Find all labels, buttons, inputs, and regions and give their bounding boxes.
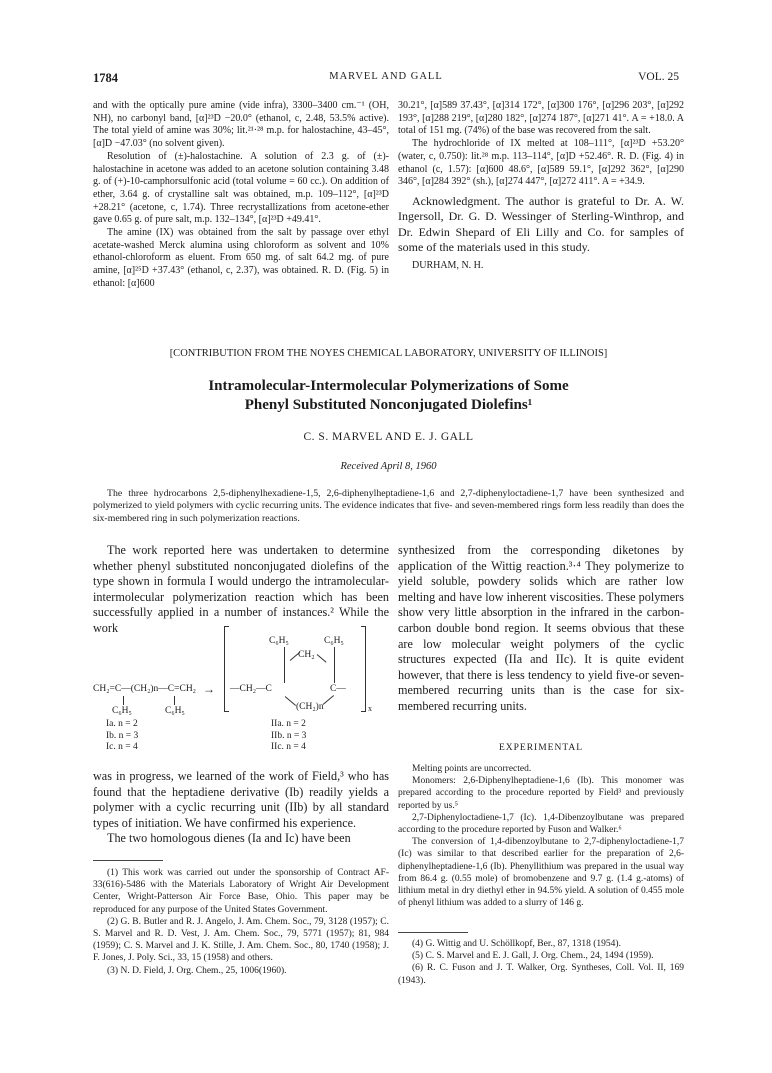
intro-left-top: The work reported here was undertaken to determine whether phenyl substituted nonconjugated diolefins of the type shown in formula I would undergo the intramolecular-intermolecular polymerization reaction which has been successfully applied in a number of instances.² While the work — [93, 543, 389, 635]
footnote: (3) N. D. Field, J. Org. Chem., 25, 1006(1960). — [107, 965, 287, 976]
compound-label: Ia. n = 2 — [106, 719, 138, 729]
polymer-labels — [271, 719, 306, 754]
body-paragraph: was in progress, we learned of the work of Field,³ who has found that the heptadiene derivative (Ib) readily yields a polymer with a cyclic recurring unit (IIb) by all standard types of initiation. We have confirmed his experience. — [93, 769, 389, 830]
bond-line — [284, 647, 285, 683]
compound-label: IIb. n = 3 — [271, 730, 307, 741]
compound-label: IIa. n = 2 — [271, 719, 306, 729]
compound-label: IIc. n = 4 — [271, 742, 306, 752]
polymer-backbone: —CH₂—C — [230, 684, 272, 694]
body-paragraph: The two homologous dienes (Ia and Ic) have been — [107, 831, 351, 846]
prev-article-left-column — [93, 100, 389, 291]
abstract: The three hydrocarbons 2,5-diphenylhexadiene-1,5, 2,6-diphenylheptadiene-1,6 and 2,7-diphenyloctadiene-1,7 have been synthesized and polymerized to yield polymers with cyclic recurring units. The evidence indicates that five- and seven-membered rings form less readily than does the six-membered ring in such polymerization reactions. — [93, 488, 684, 524]
experimental-heading: EXPERIMENTAL — [498, 743, 584, 753]
monomer-formula: CH₂=C—(CH₂)n—C=CH₂ — [93, 684, 196, 694]
prev-paragraph: The hydrochloride of IX melted at 108–111°, [α]²³D +53.20° (water, c, 0.750): lit.²⁸ m.p. 113–114°, [α]D +52.46°. R. D. (Fig. 4) in ethanol (c, 1.57): [α]600 48.6°, [α]589 59.1°, [α]292 362°, [α]290 346°, [α]284 392° (sh.), [α]274 447°, [α]272 411°. A = +34.9. — [398, 138, 684, 188]
prev-paragraph: and with the optically pure amine (vide infra), 3300–3400 cm.⁻¹ (OH, NH), no carbonyl band, [α]²³D −20.0° (ethanol, c, 2.48, 53.5% active). The total yield of amine was 30%; lit.²¹·²⁸ m.p. for halostachine, 43–45°, [α]D −47.03° (no solvent given). — [93, 100, 389, 150]
received-date: Received April 8, 1960 — [340, 461, 437, 472]
bond-line — [174, 696, 175, 705]
footnote: (4) G. Wittig and U. Schöllkopf, Ber., 87, 1318 (1954). — [412, 939, 621, 949]
compound-label: Ic. n = 4 — [106, 742, 138, 752]
acknowledgment: Acknowledgment. The author is grateful to Dr. A. W. Ingersoll, Dr. G. D. Wessinger of Sterling-Winthrop, and Dr. Edwin Shepard of Eli Lilly and Co. for samples of some of the materials used in this study. — [398, 193, 684, 255]
ring-methylenes: (CH₂)n — [296, 702, 324, 712]
intro-right: synthesized from the corresponding diketones by application of the Wittig reaction.³·⁴ They polymerize to yield soluble, powdery solids which are rather low melting and have low inherent viscosities. These polymers show very little absorption in the infrared in the carbon-carbon double bond region. It seems obvious that these are low molecular weight polymers of the cyclic structures expected (IIa and IIc). It is quite evident however, that there is less tendency to yield five-or seven-membered recurring units than is the case for six-membered recurring units. — [398, 543, 684, 713]
body-paragraph: The conversion of 1,4-dibenzoylbutane to 2,7-diphenyloctadiene-1,7 (Ic) was similar to that described earlier for the preparation of 2,6-diphenylheptadiene-1,6 (Ib). Phenyllithium was prepared in the usual way from 86.4 g. (0.55 mole) of bromobenzene and 9.7 g. (1.4 g.-atoms) of lithium metal in dry diethyl ether in 94.5% yield. A solution of 0.455 mole of phenyl lithium was added to a slurry of 146 g. — [398, 837, 684, 909]
title-line: Intramolecular-Intermolecular Polymerizations of Some — [208, 378, 569, 394]
phenyl-substituent: C₆H₅ — [112, 706, 132, 716]
phenyl-substituent: C₆H₅ — [324, 636, 344, 646]
footnote: (1) This work was carried out under the sponsorship of Contract AF-33(616)-5486 with the Materials Laboratory of Wright Air Development Center, Wright-Patterson Air Force Base, Ohio. This paper may be reproduced for any purpose of the United States Government. — [93, 868, 389, 915]
phenyl-substituent: C₆H₅ — [165, 706, 185, 716]
contribution-line: [CONTRIBUTION FROM THE NOYES CHEMICAL LABORATORY, UNIVERSITY OF ILLINOIS] — [169, 348, 608, 359]
body-paragraph: Melting points are uncorrected. — [412, 764, 532, 774]
right-bracket — [361, 626, 366, 712]
bridge-ch2: CH₂ — [298, 650, 315, 660]
footnote: (5) C. S. Marvel and E. J. Gall, J. Org. Chem., 24, 1494 (1959). — [412, 951, 654, 962]
footnotes-left — [93, 867, 389, 977]
body-paragraph: Monomers: 2,6-Diphenylheptadiene-1,6 (Ib). This monomer was prepared according to the procedure reported by Field³ and previously reported by us.⁵ — [398, 776, 684, 811]
bond-line — [285, 696, 296, 706]
page-number: 1784 — [93, 71, 118, 85]
article-title — [93, 377, 684, 415]
prev-article-right-column — [398, 100, 684, 273]
title-line: Phenyl Substituted Nonconjugated Diolefins¹ — [244, 397, 533, 413]
experimental-section — [398, 763, 684, 909]
footnotes-right — [398, 938, 684, 987]
repeat-subscript: x — [368, 704, 372, 713]
left-bracket — [224, 626, 229, 712]
bond-line — [323, 695, 334, 705]
bond-line — [317, 654, 327, 662]
authors: C. S. MARVEL AND E. J. GALL — [303, 431, 474, 443]
footnote-rule — [398, 932, 468, 933]
monomer-labels — [106, 719, 138, 754]
reaction-arrow: → — [203, 682, 215, 696]
footnote: (6) R. C. Fuson and J. T. Walker, Org. Syntheses, Coll. Vol. II, 169 (1943). — [398, 963, 684, 986]
polymer-backbone: C— — [330, 684, 346, 694]
running-title: MARVEL AND GALL — [329, 71, 443, 82]
location: DURHAM, N. H. — [412, 259, 484, 271]
reaction-formula — [93, 622, 393, 750]
compound-label: Ib. n = 3 — [106, 730, 139, 741]
bond-line — [123, 696, 124, 705]
footnote-rule — [93, 860, 163, 861]
prev-paragraph: 30.21°, [α]589 37.43°, [α]314 172°, [α]300 176°, [α]296 203°, [α]292 193°, [α]288 219°, [α]280 182°, [α]274 187°, [α]271 41°. A = +18.0. A total of 151 mg. (74%) of the base was recovered from the salt. — [398, 100, 684, 137]
intro-left-bottom — [93, 769, 389, 847]
bond-line — [334, 647, 335, 683]
prev-paragraph: The amine (IX) was obtained from the salt by passage over ethyl acetate-washed Merck alumina using chloroform as solvent and 10% ethanol-chloroform as eluent. From 650 mg. of salt 64.2 mg. of pure amine, [α]²⁵D +37.43° (ethanol, c, 2.37), was obtained. R. D. (Fig. 5) in ethanol: [α]600 — [93, 227, 389, 289]
phenyl-substituent: C₆H₅ — [269, 636, 289, 646]
body-paragraph: 2,7-Diphenyloctadiene-1,7 (Ic). 1,4-Dibenzoylbutane was prepared according to the procedure reported by Fuson and Walker.⁶ — [398, 812, 684, 836]
volume-label: VOL. 25 — [638, 71, 679, 83]
footnote: (2) G. B. Butler and R. J. Angelo, J. Am. Chem. Soc., 79, 3128 (1957); C. S. Marvel and R. D. Vest, J. Am. Chem. Soc., 79, 5771 (1957); 81, 984 (1959); C. S. Marvel and J. K. Stille, J. Am. Chem. Soc., 80, 1740 (1958); J. F. Jones, J. Poly. Sci., 33, 15 (1958) and others. — [93, 916, 389, 964]
prev-paragraph: Resolution of (±)-halostachine. A solution of 2.3 g. of (±)-halostachine in acetone was added to an acetone solution containing 3.48 g. of (+)-10-camphorsulfonic acid (total volume = 60 cc.). On addition of ether, 3.64 g. of crystalline salt was obtained, m.p. 109–112°, [α]²³D +28.21° (acetone, c, 1.74). Three recrystallizations from acetone-ether gave 0.65 g. of pure salt, m.p. 132–134°, [α]²³D +49.41°. — [93, 150, 389, 226]
